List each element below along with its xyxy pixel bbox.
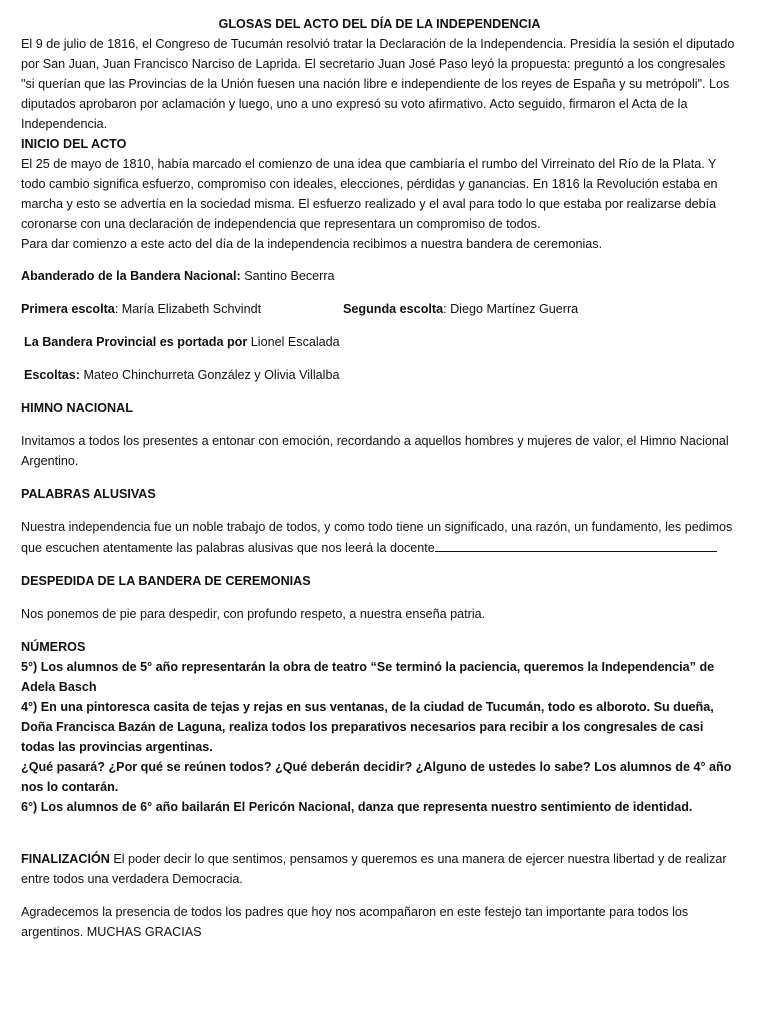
inicio-heading: INICIO DEL ACTO [21,137,127,151]
numeros-item-6: 6°) Los alumnos de 6° año bailarán El Pericón Nacional, danza que representa nuestro sentimiento de identidad. [21,800,693,814]
palabras-text: Nuestra independencia fue un noble trabajo de todos, y como todo tiene un significado, una razón, un fundamento, les pedimos que escuchen atentamente las palabras alusivas que nos leerá la docente [21,520,733,555]
bandera-provincial-label: La Bandera Provincial es portada por [24,335,248,349]
inicio-paragraph: El 25 de mayo de 1810, había marcado el comienzo de una idea que cambiaría el rumbo del Virreinato del Río de la Plata. Y todo cambio significa esfuerzo, compromiso con ideales, elecciones, pérdidas y ganancias. En 1816 la Revolución estaba en marcha y esto se advertía en la sociedad misma. El esfuerzo realizado y el aval para todo lo que estaba por realizarse debía coronarse con una declaración de independencia que representara un compromiso de todos. [21,157,718,231]
palabras-paragraph [21,517,738,558]
numeros-heading: NÚMEROS [21,640,86,654]
docente-name-blank [435,537,717,552]
numeros-item-4: 4°) En una pintoresca casita de tejas y rejas en sus ventanas, de la ciudad de Tucumán, todo es alboroto. Su dueña, Doña Francisca Bazán de Laguna, realiza todos los preparativos necesarios para recibir a los congresales de casi todas las provincias argentinas. [21,700,714,754]
escoltas-provincial-value: Mateo Chinchurreta González y Olivia Villalba [80,368,340,382]
primera-escolta-label: Primera escolta [21,302,115,316]
abanderado-value: Santino Becerra [240,269,335,283]
segunda-escolta-value: : Diego Martínez Guerra [443,302,579,316]
finalizacion-heading: FINALIZACIÓN [21,852,110,866]
inicio-paragraph-2: Para dar comienzo a este acto del día de la independencia recibimos a nuestra bandera de ceremonias. [21,237,603,251]
numeros-item-5: 5°) Los alumnos de 5° año representarán la obra de teatro “Se terminó la paciencia, queremos la Independencia” de Adela Basch [21,660,715,694]
bandera-provincial-value: Lionel Escalada [247,335,340,349]
despedida-heading: DESPEDIDA DE LA BANDERA DE CEREMONIAS [21,574,311,588]
intro-paragraph: El 9 de julio de 1816, el Congreso de Tucumán resolvió tratar la Declaración de la Independencia. Presidía la sesión el diputado por San Juan, Juan Francisco Narciso de Laprida. El secretario Juan José Paso leyó la propuesta: preguntó a los congresales "si querían que las Provincias de la Unión fuesen una nación libre e independiente de los reyes de España y su metrópoli". Los diputados aprobaron por aclamación y luego, uno a uno expresó su voto afirmativo. Acto seguido, firmaron el Acta de la Independencia. [21,37,735,131]
finalizacion-text: El poder decir lo que sentimos, pensamos y queremos es una manera de ejercer nuestra libertad y de realizar entre todos una verdadera Democracia. [21,852,727,886]
palabras-heading: PALABRAS ALUSIVAS [21,487,156,501]
primera-escolta-value: : María Elizabeth Schvindt [114,302,262,316]
finalizacion-paragraph [21,849,738,889]
segunda-escolta-label: Segunda escolta [343,302,444,316]
himno-heading: HIMNO NACIONAL [21,401,133,415]
abanderado-line [21,266,738,286]
despedida-paragraph: Nos ponemos de pie para despedir, con profundo respeto, a nuestra enseña patria. [21,607,486,621]
bandera-provincial-line [21,332,738,352]
escoltas-nacional-row [21,299,738,319]
abanderado-label: Abanderado de la Bandera Nacional: [21,269,241,283]
escoltas-provincial-label: Escoltas: [24,368,80,382]
himno-paragraph: Invitamos a todos los presentes a entonar con emoción, recordando a aquellos hombres y mujeres de valor, el Himno Nacional Argentino. [21,434,729,468]
segunda-escolta [343,299,578,319]
numeros-item-4-questions: ¿Qué pasará? ¿Por qué se reúnen todos? ¿Qué deberán decidir? ¿Alguno de ustedes lo sabe? Los alumnos de 4° año nos lo contarán. [21,760,732,794]
primera-escolta [21,299,343,319]
closing-paragraph: Agradecemos la presencia de todos los padres que hoy nos acompañaron en este festejo tan importante para todos los argentinos. MUCHAS GRACIAS [21,905,689,939]
document-title: GLOSAS DEL ACTO DEL DÍA DE LA INDEPENDENCIA [218,17,541,31]
escoltas-provincial-line [21,365,738,385]
